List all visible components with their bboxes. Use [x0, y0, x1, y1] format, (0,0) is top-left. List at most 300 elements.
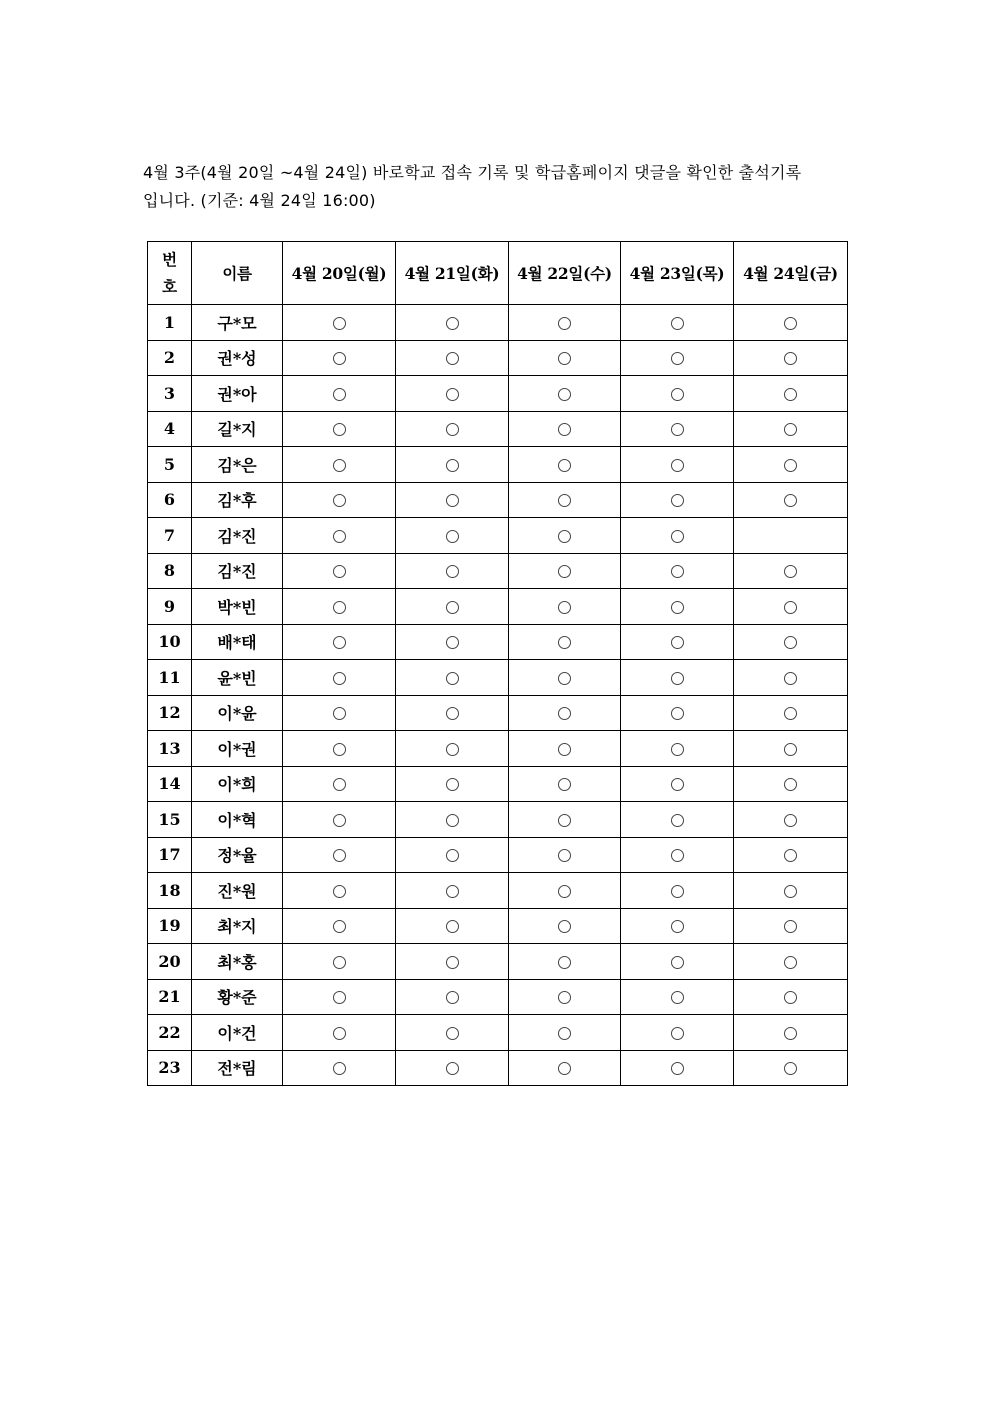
student-number: 5: [148, 447, 192, 483]
student-number: 19: [148, 908, 192, 944]
table-header: [148, 242, 848, 305]
attendance-cell-day-2: [396, 589, 509, 625]
student-number: 23: [148, 1050, 192, 1086]
attendance-cell-day-3: [509, 837, 621, 873]
table-row: [148, 1050, 848, 1086]
attendance-cell-day-4: [621, 340, 734, 376]
attendance-cell-day-3: [509, 447, 621, 483]
attendance-cell-day-1: [283, 695, 396, 731]
attendance-circle-icon: [558, 672, 571, 685]
attendance-cell-day-5: [734, 695, 848, 731]
attendance-cell-day-2: [396, 1050, 509, 1086]
student-name: 최*홍: [192, 944, 283, 980]
attendance-cell-day-2: [396, 305, 509, 341]
student-name: 이*윤: [192, 695, 283, 731]
attendance-cell-day-2: [396, 837, 509, 873]
attendance-circle-icon: [446, 956, 459, 969]
table-row: [148, 873, 848, 909]
attendance-circle-icon: [671, 1027, 684, 1040]
student-number: 7: [148, 518, 192, 554]
attendance-circle-icon: [333, 849, 346, 862]
attendance-cell-day-1: [283, 553, 396, 589]
header-row: [148, 242, 848, 305]
attendance-cell-day-2: [396, 908, 509, 944]
student-number: 14: [148, 766, 192, 802]
table-row: [148, 944, 848, 980]
attendance-circle-icon: [671, 352, 684, 365]
attendance-cell-day-3: [509, 873, 621, 909]
attendance-cell-day-2: [396, 411, 509, 447]
attendance-cell-day-1: [283, 376, 396, 412]
attendance-circle-icon: [784, 601, 797, 614]
attendance-cell-day-3: [509, 305, 621, 341]
header-day-4: 4월 23일(목): [621, 242, 734, 305]
attendance-circle-icon: [333, 920, 346, 933]
attendance-cell-day-2: [396, 518, 509, 554]
attendance-circle-icon: [784, 352, 797, 365]
attendance-circle-icon: [784, 885, 797, 898]
attendance-cell-day-5: [734, 447, 848, 483]
table-row: [148, 908, 848, 944]
attendance-circle-icon: [671, 956, 684, 969]
attendance-cell-day-5: [734, 411, 848, 447]
attendance-circle-icon: [784, 991, 797, 1004]
attendance-cell-day-3: [509, 624, 621, 660]
attendance-cell-day-1: [283, 518, 396, 554]
attendance-circle-icon: [784, 743, 797, 756]
student-number: 9: [148, 589, 192, 625]
table-row: [148, 376, 848, 412]
attendance-cell-day-3: [509, 376, 621, 412]
attendance-cell-day-1: [283, 482, 396, 518]
student-name: 정*율: [192, 837, 283, 873]
attendance-cell-day-1: [283, 340, 396, 376]
table-row: [148, 695, 848, 731]
attendance-circle-icon: [671, 317, 684, 330]
header-day-2: 4월 21일(화): [396, 242, 509, 305]
attendance-circle-icon: [784, 1062, 797, 1075]
student-name: 이*희: [192, 766, 283, 802]
attendance-circle-icon: [333, 423, 346, 436]
student-name: 이*건: [192, 1015, 283, 1051]
attendance-cell-day-5: [734, 518, 848, 554]
attendance-cell-day-5: [734, 553, 848, 589]
attendance-circle-icon: [333, 352, 346, 365]
attendance-cell-day-5: [734, 908, 848, 944]
attendance-cell-day-2: [396, 979, 509, 1015]
attendance-circle-icon: [784, 1027, 797, 1040]
student-number: 13: [148, 731, 192, 767]
attendance-circle-icon: [558, 814, 571, 827]
attendance-cell-day-5: [734, 376, 848, 412]
student-name: 김*은: [192, 447, 283, 483]
attendance-cell-day-3: [509, 731, 621, 767]
attendance-cell-day-4: [621, 695, 734, 731]
attendance-cell-day-4: [621, 837, 734, 873]
attendance-cell-day-4: [621, 411, 734, 447]
table-row: [148, 1015, 848, 1051]
header-name: 이름: [192, 242, 283, 305]
attendance-cell-day-4: [621, 802, 734, 838]
attendance-circle-icon: [784, 636, 797, 649]
student-number: 3: [148, 376, 192, 412]
attendance-cell-day-3: [509, 589, 621, 625]
attendance-circle-icon: [558, 601, 571, 614]
student-name: 윤*빈: [192, 660, 283, 696]
table-row: [148, 802, 848, 838]
student-number: 20: [148, 944, 192, 980]
student-name: 이*혁: [192, 802, 283, 838]
attendance-cell-day-4: [621, 589, 734, 625]
attendance-cell-day-1: [283, 624, 396, 660]
student-name: 박*빈: [192, 589, 283, 625]
attendance-circle-icon: [446, 494, 459, 507]
attendance-circle-icon: [558, 1062, 571, 1075]
attendance-cell-day-2: [396, 660, 509, 696]
attendance-circle-icon: [333, 636, 346, 649]
attendance-cell-day-5: [734, 589, 848, 625]
attendance-circle-icon: [671, 885, 684, 898]
attendance-cell-day-2: [396, 695, 509, 731]
attendance-cell-day-1: [283, 589, 396, 625]
attendance-circle-icon: [671, 423, 684, 436]
attendance-circle-icon: [558, 885, 571, 898]
attendance-circle-icon: [558, 317, 571, 330]
attendance-cell-day-4: [621, 518, 734, 554]
attendance-cell-day-3: [509, 482, 621, 518]
attendance-cell-day-5: [734, 873, 848, 909]
student-number: 21: [148, 979, 192, 1015]
attendance-circle-icon: [333, 565, 346, 578]
attendance-circle-icon: [333, 778, 346, 791]
attendance-circle-icon: [333, 814, 346, 827]
student-name: 구*모: [192, 305, 283, 341]
attendance-circle-icon: [558, 459, 571, 472]
attendance-circle-icon: [446, 920, 459, 933]
attendance-cell-day-3: [509, 553, 621, 589]
attendance-cell-day-5: [734, 305, 848, 341]
attendance-cell-day-2: [396, 340, 509, 376]
attendance-circle-icon: [784, 672, 797, 685]
attendance-circle-icon: [671, 1062, 684, 1075]
attendance-circle-icon: [784, 423, 797, 436]
attendance-circle-icon: [558, 707, 571, 720]
table-row: [148, 766, 848, 802]
attendance-circle-icon: [333, 885, 346, 898]
attendance-cell-day-3: [509, 660, 621, 696]
student-name: 전*림: [192, 1050, 283, 1086]
attendance-circle-icon: [333, 743, 346, 756]
attendance-circle-icon: [558, 778, 571, 791]
table-row: [148, 305, 848, 341]
attendance-cell-day-3: [509, 1015, 621, 1051]
intro-paragraph: [143, 159, 851, 215]
intro-line-2: 입니다. (기준: 4월 24일 16:00): [143, 191, 376, 210]
attendance-cell-day-1: [283, 873, 396, 909]
attendance-circle-icon: [446, 991, 459, 1004]
attendance-circle-icon: [446, 352, 459, 365]
attendance-circle-icon: [558, 494, 571, 507]
attendance-cell-day-3: [509, 518, 621, 554]
attendance-circle-icon: [446, 423, 459, 436]
attendance-cell-day-4: [621, 873, 734, 909]
student-number: 1: [148, 305, 192, 341]
attendance-cell-day-1: [283, 944, 396, 980]
attendance-cell-day-1: [283, 411, 396, 447]
header-day-5: 4월 24일(금): [734, 242, 848, 305]
student-name: 김*진: [192, 518, 283, 554]
student-name: 김*진: [192, 553, 283, 589]
attendance-circle-icon: [333, 388, 346, 401]
attendance-cell-day-3: [509, 908, 621, 944]
attendance-cell-day-2: [396, 873, 509, 909]
attendance-cell-day-1: [283, 802, 396, 838]
attendance-circle-icon: [333, 672, 346, 685]
attendance-circle-icon: [671, 920, 684, 933]
attendance-circle-icon: [671, 494, 684, 507]
attendance-circle-icon: [558, 956, 571, 969]
attendance-cell-day-3: [509, 695, 621, 731]
attendance-circle-icon: [671, 849, 684, 862]
attendance-circle-icon: [784, 494, 797, 507]
student-name: 김*후: [192, 482, 283, 518]
attendance-cell-day-4: [621, 660, 734, 696]
attendance-cell-day-4: [621, 979, 734, 1015]
attendance-circle-icon: [333, 494, 346, 507]
attendance-cell-day-4: [621, 376, 734, 412]
attendance-cell-day-3: [509, 340, 621, 376]
attendance-cell-day-2: [396, 766, 509, 802]
attendance-circle-icon: [446, 778, 459, 791]
attendance-circle-icon: [784, 920, 797, 933]
student-name: 권*아: [192, 376, 283, 412]
attendance-circle-icon: [784, 778, 797, 791]
attendance-circle-icon: [446, 530, 459, 543]
attendance-cell-day-4: [621, 305, 734, 341]
attendance-cell-day-2: [396, 447, 509, 483]
attendance-circle-icon: [558, 530, 571, 543]
attendance-cell-day-4: [621, 624, 734, 660]
attendance-circle-icon: [446, 743, 459, 756]
student-number: 4: [148, 411, 192, 447]
attendance-circle-icon: [671, 991, 684, 1004]
attendance-circle-icon: [446, 459, 459, 472]
attendance-cell-day-1: [283, 660, 396, 696]
table-row: [148, 660, 848, 696]
attendance-circle-icon: [333, 1027, 346, 1040]
header-number-line-1: 번: [162, 250, 177, 269]
attendance-cell-day-4: [621, 944, 734, 980]
attendance-cell-day-4: [621, 447, 734, 483]
attendance-cell-day-2: [396, 624, 509, 660]
student-number: 11: [148, 660, 192, 696]
table-row: [148, 518, 848, 554]
attendance-circle-icon: [446, 565, 459, 578]
attendance-circle-icon: [446, 707, 459, 720]
attendance-circle-icon: [333, 530, 346, 543]
student-number: 8: [148, 553, 192, 589]
attendance-cell-day-4: [621, 1015, 734, 1051]
header-number: [148, 242, 192, 305]
attendance-circle-icon: [333, 459, 346, 472]
attendance-circle-icon: [446, 601, 459, 614]
student-name: 권*성: [192, 340, 283, 376]
table-row: [148, 589, 848, 625]
attendance-cell-day-1: [283, 731, 396, 767]
attendance-circle-icon: [671, 814, 684, 827]
attendance-circle-icon: [671, 388, 684, 401]
student-number: 6: [148, 482, 192, 518]
attendance-cell-day-1: [283, 837, 396, 873]
attendance-cell-day-1: [283, 1015, 396, 1051]
attendance-circle-icon: [558, 423, 571, 436]
attendance-circle-icon: [784, 814, 797, 827]
attendance-circle-icon: [784, 317, 797, 330]
attendance-circle-icon: [333, 956, 346, 969]
attendance-circle-icon: [446, 1062, 459, 1075]
attendance-cell-day-2: [396, 482, 509, 518]
attendance-circle-icon: [558, 1027, 571, 1040]
student-name: 배*태: [192, 624, 283, 660]
attendance-cell-day-5: [734, 766, 848, 802]
attendance-circle-icon: [671, 743, 684, 756]
student-number: 22: [148, 1015, 192, 1051]
attendance-cell-day-4: [621, 908, 734, 944]
attendance-circle-icon: [558, 565, 571, 578]
attendance-circle-icon: [558, 920, 571, 933]
attendance-circle-icon: [333, 707, 346, 720]
attendance-cell-day-1: [283, 766, 396, 802]
attendance-cell-day-1: [283, 1050, 396, 1086]
attendance-table: [147, 241, 848, 1086]
attendance-cell-day-3: [509, 766, 621, 802]
attendance-circle-icon: [784, 459, 797, 472]
attendance-cell-day-2: [396, 802, 509, 838]
student-number: 2: [148, 340, 192, 376]
attendance-circle-icon: [671, 530, 684, 543]
attendance-cell-day-5: [734, 340, 848, 376]
student-name: 이*권: [192, 731, 283, 767]
attendance-cell-day-2: [396, 553, 509, 589]
attendance-cell-day-2: [396, 944, 509, 980]
attendance-cell-day-5: [734, 1050, 848, 1086]
attendance-circle-icon: [446, 814, 459, 827]
table-row: [148, 411, 848, 447]
attendance-circle-icon: [671, 672, 684, 685]
intro-line-1: 4월 3주(4월 20일 ~4월 24일) 바로학교 접속 기록 및 학급홈페이지 댓글을 확인한 출석기록: [143, 163, 802, 182]
table-row: [148, 482, 848, 518]
table-row: [148, 624, 848, 660]
attendance-circle-icon: [558, 388, 571, 401]
attendance-cell-day-5: [734, 660, 848, 696]
table-row: [148, 731, 848, 767]
attendance-circle-icon: [333, 601, 346, 614]
attendance-circle-icon: [784, 956, 797, 969]
attendance-circle-icon: [558, 743, 571, 756]
attendance-circle-icon: [558, 991, 571, 1004]
table-row: [148, 837, 848, 873]
attendance-circle-icon: [671, 459, 684, 472]
student-number: 10: [148, 624, 192, 660]
attendance-circle-icon: [671, 778, 684, 791]
attendance-cell-day-3: [509, 802, 621, 838]
attendance-circle-icon: [671, 565, 684, 578]
attendance-circle-icon: [333, 1062, 346, 1075]
attendance-circle-icon: [446, 885, 459, 898]
attendance-cell-day-1: [283, 908, 396, 944]
attendance-cell-day-1: [283, 447, 396, 483]
header-number-line-2: 호: [162, 277, 177, 296]
header-day-1: 4월 20일(월): [283, 242, 396, 305]
table-row: [148, 340, 848, 376]
attendance-circle-icon: [784, 565, 797, 578]
attendance-circle-icon: [671, 707, 684, 720]
attendance-cell-day-2: [396, 731, 509, 767]
attendance-cell-day-4: [621, 731, 734, 767]
student-name: 진*원: [192, 873, 283, 909]
attendance-circle-icon: [333, 991, 346, 1004]
attendance-cell-day-4: [621, 482, 734, 518]
student-name: 길*지: [192, 411, 283, 447]
attendance-cell-day-2: [396, 376, 509, 412]
attendance-circle-icon: [446, 317, 459, 330]
attendance-circle-icon: [671, 636, 684, 649]
attendance-circle-icon: [558, 352, 571, 365]
attendance-circle-icon: [784, 707, 797, 720]
attendance-cell-day-5: [734, 624, 848, 660]
attendance-cell-day-3: [509, 979, 621, 1015]
table-row: [148, 447, 848, 483]
attendance-circle-icon: [446, 849, 459, 862]
header-day-3: 4월 22일(수): [509, 242, 621, 305]
attendance-circle-icon: [558, 849, 571, 862]
student-name: 황*준: [192, 979, 283, 1015]
attendance-circle-icon: [446, 672, 459, 685]
attendance-cell-day-4: [621, 553, 734, 589]
attendance-cell-day-2: [396, 1015, 509, 1051]
attendance-cell-day-3: [509, 411, 621, 447]
student-number: 15: [148, 802, 192, 838]
student-number: 12: [148, 695, 192, 731]
student-number: 17: [148, 837, 192, 873]
attendance-cell-day-4: [621, 1050, 734, 1086]
attendance-cell-day-1: [283, 305, 396, 341]
attendance-cell-day-5: [734, 802, 848, 838]
attendance-cell-day-5: [734, 482, 848, 518]
attendance-cell-day-1: [283, 979, 396, 1015]
attendance-circle-icon: [446, 636, 459, 649]
student-name: 최*지: [192, 908, 283, 944]
attendance-circle-icon: [446, 388, 459, 401]
attendance-cell-day-4: [621, 766, 734, 802]
attendance-cell-day-5: [734, 837, 848, 873]
attendance-circle-icon: [784, 388, 797, 401]
attendance-circle-icon: [784, 849, 797, 862]
attendance-cell-day-3: [509, 1050, 621, 1086]
attendance-cell-day-5: [734, 1015, 848, 1051]
table-row: [148, 553, 848, 589]
attendance-cell-day-5: [734, 979, 848, 1015]
attendance-circle-icon: [671, 601, 684, 614]
table-row: [148, 979, 848, 1015]
attendance-cell-day-5: [734, 944, 848, 980]
attendance-circle-icon: [333, 317, 346, 330]
attendance-circle-icon: [558, 636, 571, 649]
attendance-cell-day-5: [734, 731, 848, 767]
attendance-cell-day-3: [509, 944, 621, 980]
attendance-circle-icon: [446, 1027, 459, 1040]
student-number: 18: [148, 873, 192, 909]
